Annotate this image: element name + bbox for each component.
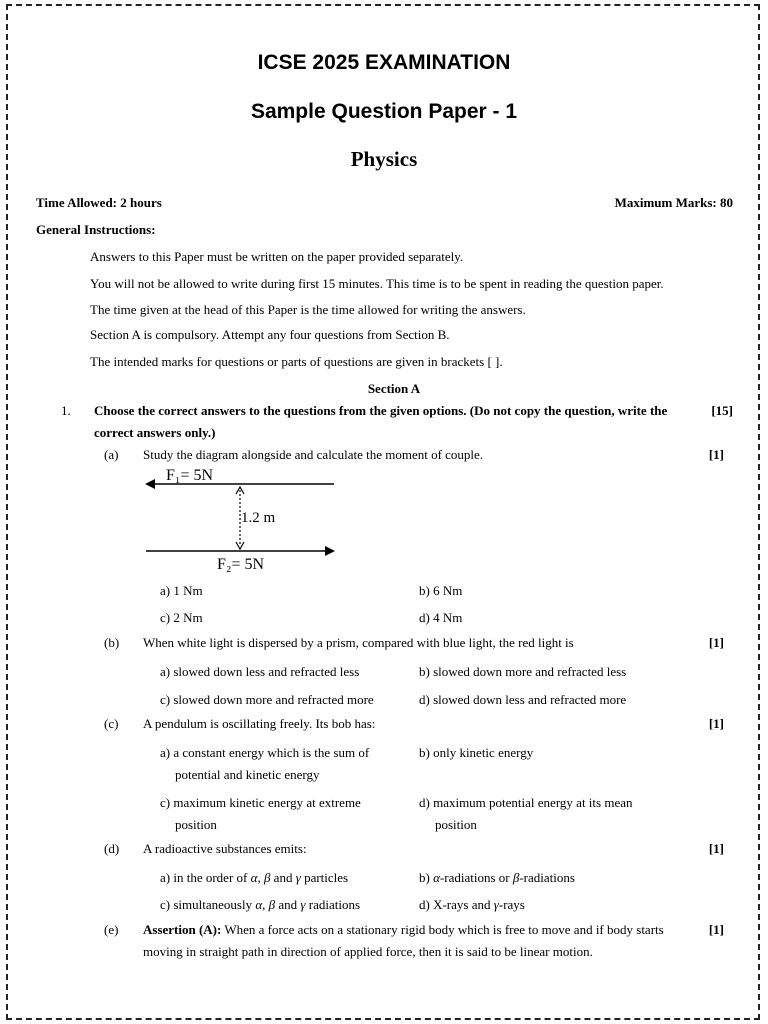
option: a) slowed down less and refracted less <box>160 664 360 679</box>
assertion-label: Assertion (A): <box>143 922 222 937</box>
paper-title: Sample Question Paper - 1 <box>250 100 518 123</box>
force-f1-label: F₁= 5N <box>166 467 214 484</box>
instruction-item: The intended marks for questions or parts of questions are given in brackets [ ]. <box>90 354 503 369</box>
instructions-heading: General Instructions: <box>36 222 156 237</box>
option: b) slowed down more and refracted less <box>419 664 627 679</box>
question-marks: [15] <box>711 403 733 418</box>
gamma-symbol: γ <box>300 897 306 912</box>
beta-symbol: β <box>268 897 276 912</box>
option: a) a constant energy which is the sum of <box>160 745 370 760</box>
option: c) maximum kinetic energy at extreme <box>160 795 361 810</box>
instruction-item: Answers to this Paper must be written on the paper provided separately. <box>90 249 464 264</box>
option: a) in the order of α, β and γ particles <box>160 870 349 885</box>
alpha-symbol: α <box>250 870 258 885</box>
gamma-symbol: γ <box>493 897 499 912</box>
couple-diagram <box>140 462 350 577</box>
instruction-item: Section A is compulsory. Attempt any four questions from Section B. <box>90 327 450 342</box>
option: c) slowed down more and refracted more <box>160 692 374 707</box>
part-text: Assertion (A): When a force acts on a stationary rigid body which is free to move and if body starts <box>143 922 664 937</box>
part-label: (d) <box>104 841 120 856</box>
part-label: (b) <box>104 635 120 650</box>
option-continuation: position <box>175 817 217 832</box>
subject-title: Physics <box>350 147 418 171</box>
maximum-marks: Maximum Marks: 80 <box>614 195 733 210</box>
option: c) 2 Nm <box>160 610 203 625</box>
alpha-symbol: α <box>433 870 440 885</box>
instruction-item: The time given at the head of this Paper is the time allowed for writing the answers. <box>90 302 526 317</box>
part-label: (a) <box>104 447 119 462</box>
part-marks: [1] <box>708 447 724 462</box>
option: b) α-radiations or β-radiations <box>419 870 575 885</box>
section-a-title: Section A <box>367 381 421 396</box>
part-text: moving in straight path in direction of applied force, then it is said to be linear motion. <box>143 944 593 959</box>
part-marks: [1] <box>708 635 724 650</box>
option: b) 6 Nm <box>419 583 463 598</box>
part-text: A radioactive substances emits: <box>143 841 307 856</box>
force-f2-label: F₂= 5N <box>217 556 265 573</box>
option: d) 4 Nm <box>419 610 463 625</box>
question-text: Choose the correct answers to the questions from the given options. (Do not copy the question, write the <box>94 403 668 418</box>
option: d) slowed down less and refracted more <box>419 692 627 707</box>
part-label: (e) <box>104 922 119 937</box>
beta-symbol: β <box>263 870 271 885</box>
question-text: correct answers only.) <box>94 425 216 440</box>
part-label: (c) <box>104 716 119 731</box>
question-number: 1. <box>61 403 71 418</box>
time-allowed: Time Allowed: 2 hours <box>36 195 162 210</box>
option: c) simultaneously α, β and γ radiations <box>160 897 361 912</box>
instruction-item: You will not be allowed to write during first 15 minutes. This time is to be spent in reading the question paper. <box>90 276 664 291</box>
part-text: When white light is dispersed by a prism, compared with blue light, the red light is <box>143 635 574 650</box>
part-marks: [1] <box>708 841 724 856</box>
option-continuation: position <box>435 817 477 832</box>
part-text: A pendulum is oscillating freely. Its bob has: <box>143 716 376 731</box>
exam-title: ICSE 2025 EXAMINATION <box>257 51 511 74</box>
part-marks: [1] <box>708 716 724 731</box>
arrow-left-icon <box>145 479 155 489</box>
option: b) only kinetic energy <box>419 745 534 760</box>
alpha-symbol: α <box>255 897 263 912</box>
gamma-symbol: γ <box>295 870 301 885</box>
option: a) 1 Nm <box>160 583 203 598</box>
arrow-right-icon <box>325 546 335 556</box>
option: d) X-rays and γ-rays <box>419 897 525 912</box>
beta-symbol: β <box>512 870 520 885</box>
option: d) maximum potential energy at its mean <box>419 795 633 810</box>
part-marks: [1] <box>708 922 724 937</box>
part-text: Study the diagram alongside and calculate the moment of couple. <box>143 447 484 462</box>
distance-label: 1.2 m <box>241 510 276 526</box>
option-continuation: potential and kinetic energy <box>175 767 320 782</box>
